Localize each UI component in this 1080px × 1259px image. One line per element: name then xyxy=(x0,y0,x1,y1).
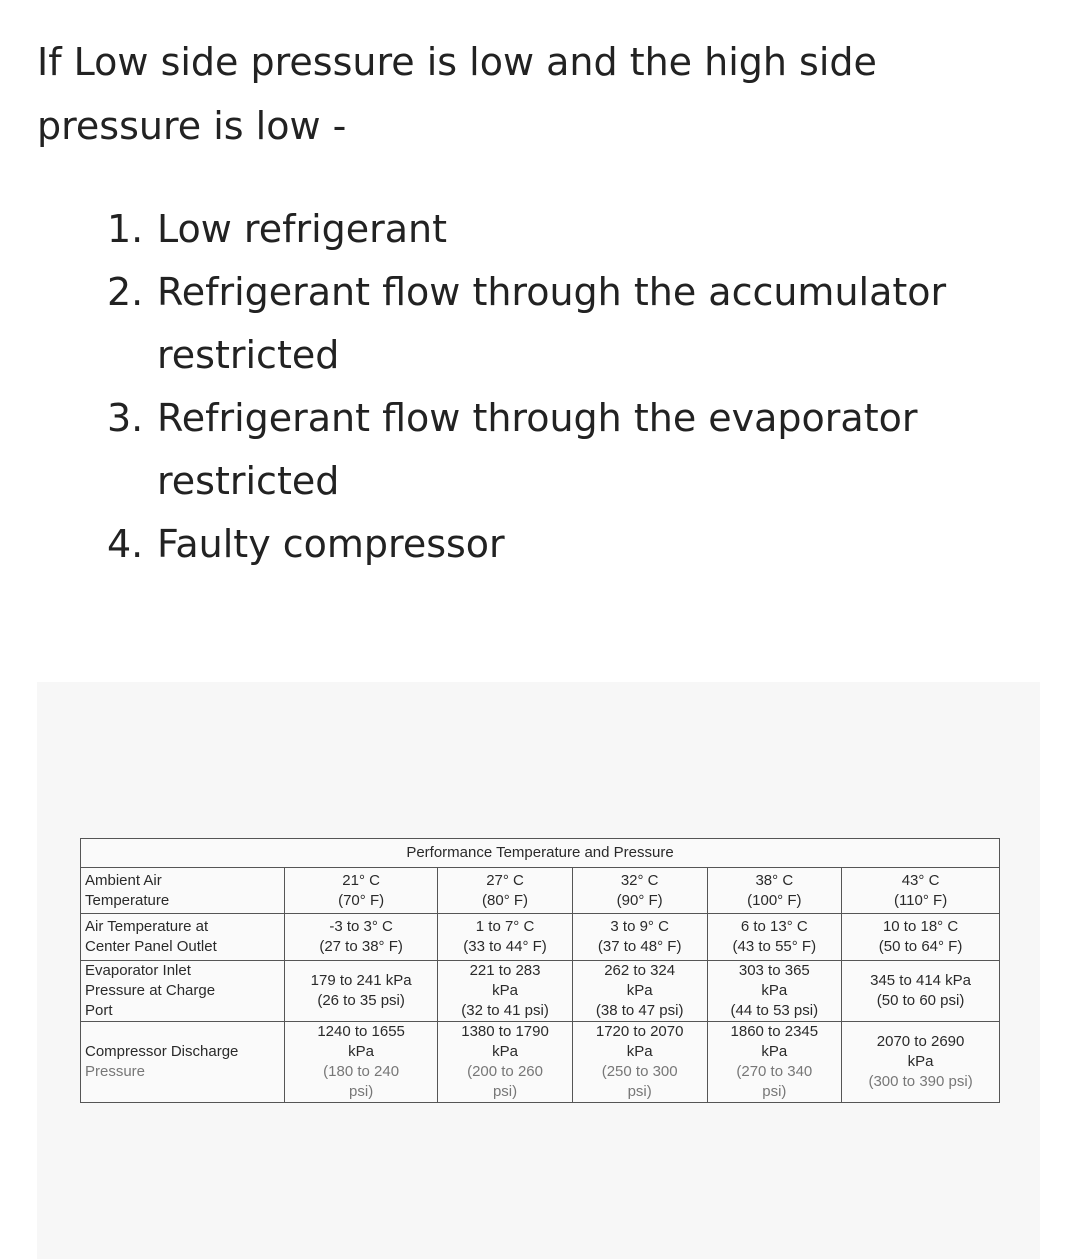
table-cell xyxy=(572,868,707,914)
table-cell xyxy=(285,914,438,961)
table-cell-line: 1720 to 2070 xyxy=(595,1023,684,1040)
table-cell-line: 2070 to 2690 xyxy=(876,1033,965,1050)
table-cell-line: 1860 to 2345 xyxy=(730,1023,819,1040)
table-cell-line: 3 to 9° C xyxy=(610,918,669,935)
list-item xyxy=(107,198,1007,261)
table-cell-line: kPa xyxy=(492,1043,518,1060)
table-cell-line: psi) xyxy=(349,1083,374,1100)
table-cell xyxy=(842,914,1000,961)
table-cell-line: kPa xyxy=(761,1043,788,1060)
table-row xyxy=(81,868,1000,914)
list-item-number: 2. xyxy=(107,270,144,314)
row-header-line: Ambient Air xyxy=(85,871,162,889)
table-title: Performance Temperature and Pressure xyxy=(81,839,1000,868)
table-cell-line: (50 to 64° F) xyxy=(878,938,963,955)
table-cell xyxy=(707,961,842,1022)
table-cell xyxy=(438,961,573,1022)
table-cell xyxy=(707,1022,842,1103)
row-header-line: Evaporator Inlet xyxy=(85,962,191,979)
table-cell-line: kPa xyxy=(761,982,788,999)
table-cell-line: 1380 to 1790 xyxy=(461,1023,549,1040)
row-header-line: Temperature xyxy=(85,891,170,909)
row-header-line: Port xyxy=(85,1002,113,1019)
table-cell-line: 32° C xyxy=(620,871,659,889)
table-row xyxy=(81,961,1000,1022)
row-header-line: Center Panel Outlet xyxy=(85,938,217,955)
table-row xyxy=(81,1022,1000,1103)
table-cell-line: (250 to 300 xyxy=(601,1063,678,1080)
table-cell-line: (270 to 340 xyxy=(736,1063,813,1080)
table-cell-line: 10 to 18° C xyxy=(882,918,959,935)
list-item xyxy=(107,261,1007,387)
list-item-number: 3. xyxy=(107,396,144,440)
table-cell-line: (38 to 47 psi) xyxy=(595,1002,684,1019)
table-cell-line: 262 to 324 xyxy=(604,962,676,979)
table-cell xyxy=(707,914,842,961)
table-cell xyxy=(572,914,707,961)
list-item-text: Refrigerant flow through the accumulator restricted xyxy=(157,270,947,377)
table-cell-line: (110° F) xyxy=(893,891,948,909)
table-cell-line: psi) xyxy=(492,1083,518,1100)
table-cell xyxy=(438,914,573,961)
list-item xyxy=(107,387,1007,513)
table-cell xyxy=(572,961,707,1022)
row-header-line: Pressure xyxy=(85,1063,146,1080)
table-cell-line: (43 to 55° F) xyxy=(732,938,817,955)
table-cell xyxy=(842,868,1000,914)
table-cell xyxy=(285,961,438,1022)
table-cell-line: -3 to 3° C xyxy=(329,918,393,935)
table-cell-line: 179 to 241 kPa xyxy=(310,972,412,989)
table-cell-line: 6 to 13° C xyxy=(740,918,808,935)
table-cell-line: 43° C xyxy=(901,871,940,889)
table-cell-line: kPa xyxy=(492,982,518,999)
table-cell-line: (26 to 35 psi) xyxy=(317,992,405,1009)
table-cell-line: 1240 to 1655 xyxy=(317,1023,405,1040)
row-header xyxy=(81,1022,285,1103)
list-item-text: Refrigerant flow through the evaporator restricted xyxy=(157,396,918,503)
table-cell-line: kPa xyxy=(348,1043,375,1060)
table-cell-line: (200 to 260 xyxy=(467,1063,543,1080)
list-item-text: Low refrigerant xyxy=(157,207,448,251)
table-cell-line: 38° C xyxy=(755,871,794,889)
table-cell-line: (32 to 41 psi) xyxy=(461,1002,549,1019)
table-cell-line: (50 to 60 psi) xyxy=(876,992,965,1009)
row-header xyxy=(81,961,285,1022)
table-body xyxy=(81,868,1000,1103)
table-cell-line: kPa xyxy=(626,1043,653,1060)
table-cell-line: kPa xyxy=(907,1053,934,1070)
table-cell-line: 221 to 283 xyxy=(469,962,541,979)
row-header xyxy=(81,914,285,961)
row-header xyxy=(81,868,285,914)
table-cell-line: (80° F) xyxy=(482,891,529,909)
row-header-line: Pressure at Charge xyxy=(85,982,216,999)
list-item xyxy=(107,513,1007,576)
table-cell-line: (33 to 44° F) xyxy=(463,938,547,955)
causes-list xyxy=(107,198,1007,576)
table-cell xyxy=(438,1022,573,1103)
list-item-number: 1. xyxy=(107,207,144,251)
table-cell xyxy=(572,1022,707,1103)
table-cell-line: kPa xyxy=(626,982,653,999)
table-cell-line: 345 to 414 kPa xyxy=(870,972,972,989)
table-cell-line: (44 to 53 psi) xyxy=(730,1002,819,1019)
table-cell xyxy=(285,1022,438,1103)
row-header-line: Compressor Discharge xyxy=(85,1043,239,1060)
row-header-line: Air Temperature at xyxy=(85,918,209,935)
table-cell-line: (27 to 38° F) xyxy=(319,938,403,955)
table-cell-line: (90° F) xyxy=(616,891,663,909)
list-item-text: Faulty compressor xyxy=(157,522,505,566)
table-cell-line: (300 to 390 psi) xyxy=(868,1073,973,1090)
table-cell xyxy=(842,1022,1000,1103)
table-cell-line: 303 to 365 xyxy=(738,962,810,979)
performance-table xyxy=(80,838,1000,1103)
table-cell-line: (100° F) xyxy=(747,891,802,909)
table-cell xyxy=(842,961,1000,1022)
intro-text: If Low side pressure is low and the high side pressure is low - xyxy=(37,40,877,148)
table-cell-line: psi) xyxy=(627,1083,652,1100)
table-cell-line: (70° F) xyxy=(338,891,385,909)
table-cell xyxy=(707,868,842,914)
table-cell-line: psi) xyxy=(762,1083,787,1100)
table-cell-line: (180 to 240 xyxy=(323,1063,400,1080)
table-cell-line: 21° C xyxy=(342,871,380,889)
table-cell xyxy=(438,868,573,914)
list-item-number: 4. xyxy=(107,522,144,566)
table-cell-line: (37 to 48° F) xyxy=(597,938,682,955)
table-cell-line: 1 to 7° C xyxy=(475,918,535,935)
table-row xyxy=(81,914,1000,961)
table-cell-line: 27° C xyxy=(486,871,524,889)
table-cell xyxy=(285,868,438,914)
